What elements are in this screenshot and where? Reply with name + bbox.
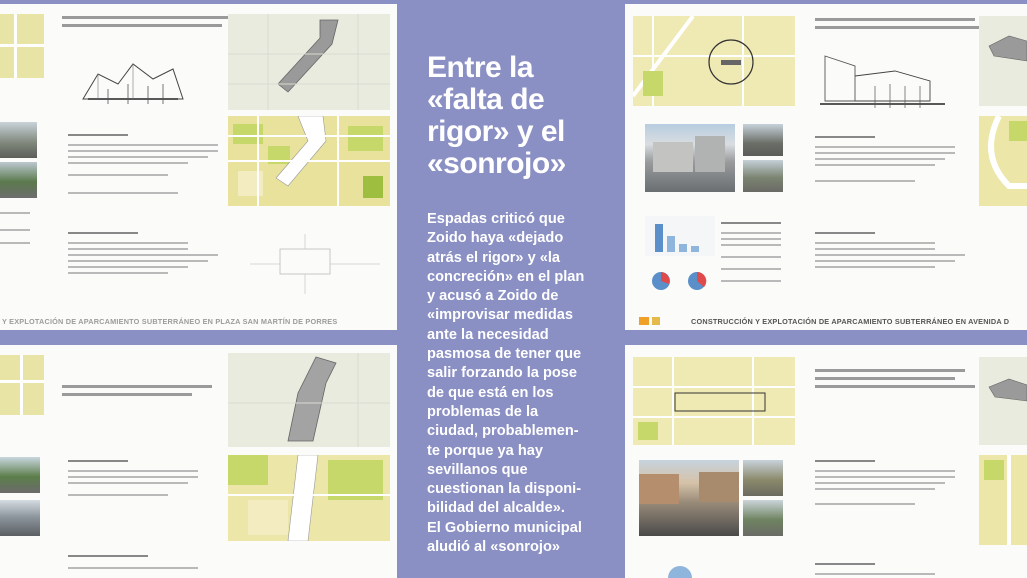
section-heading — [815, 232, 875, 234]
body-line: bilidad del alcalde». — [427, 500, 565, 517]
text-line — [815, 180, 915, 182]
text-line — [68, 476, 198, 478]
body-line: atrás el rigor» y «la — [427, 249, 561, 266]
site-photo — [743, 460, 783, 496]
text-line — [68, 260, 208, 262]
zoning-map — [228, 455, 390, 541]
article-body — [427, 210, 617, 557]
zoning-map — [979, 116, 1027, 206]
pie-graphics — [651, 270, 731, 292]
logo-icon — [639, 317, 649, 325]
headline-line: «falta de — [427, 83, 545, 116]
body-line: ciudad, probablemen- — [427, 423, 579, 440]
text-line — [68, 162, 188, 164]
site-photo — [639, 460, 739, 536]
section-heading — [68, 460, 128, 462]
section-heading — [815, 563, 875, 565]
sheet-top-right — [625, 4, 1027, 330]
headline-line: «sonrojo» — [427, 147, 566, 180]
headline — [427, 52, 617, 180]
sheet-bottom-left — [0, 345, 397, 578]
text-line — [68, 494, 168, 496]
text-line — [68, 150, 218, 152]
text-line — [68, 144, 218, 146]
text-line — [815, 164, 935, 166]
text-line — [68, 174, 168, 176]
zoning-map — [979, 455, 1027, 545]
text-line — [68, 254, 218, 256]
site-photo — [0, 162, 37, 198]
body-line: El Gobierno municipal — [427, 519, 582, 536]
sheet-title — [62, 16, 242, 19]
sheet-subtitle — [62, 24, 222, 27]
sheet-subtitle — [815, 26, 985, 29]
body-line: cuestionan la disponi- — [427, 481, 582, 498]
headline-line: rigor» y el — [427, 115, 565, 148]
headline-line: Entre la — [427, 51, 534, 84]
text-line — [815, 254, 965, 256]
text-line — [68, 470, 198, 472]
text-line — [68, 248, 188, 250]
site-photo — [0, 457, 40, 493]
body-line: aludió al «sonrojo» — [427, 539, 560, 556]
site-plan — [228, 353, 390, 447]
text-line — [0, 229, 30, 231]
sheet-subtitle — [62, 393, 192, 396]
body-line: salir forzando la pose — [427, 365, 578, 382]
body-line: sevillanos que — [427, 461, 528, 478]
site-plan — [228, 14, 390, 110]
site-photo — [0, 122, 37, 158]
site-photo — [743, 500, 783, 536]
site-plan — [979, 357, 1027, 445]
text-line — [815, 152, 955, 154]
text-line — [721, 256, 781, 258]
body-line: te porque ya hay — [427, 442, 543, 459]
text-line — [815, 266, 935, 268]
text-line — [815, 573, 935, 575]
text-line — [815, 488, 935, 490]
pie-graphics — [665, 563, 695, 578]
sheet-title — [815, 369, 965, 372]
section-heading — [68, 232, 138, 234]
sheet-title — [62, 385, 212, 388]
body-line: Zoido haya «dejado — [427, 230, 564, 247]
text-line — [815, 476, 955, 478]
text-line — [815, 260, 955, 262]
text-line — [721, 244, 781, 246]
body-line: Espadas criticó que — [427, 211, 565, 227]
text-line — [68, 266, 188, 268]
site-photo — [743, 124, 783, 156]
text-line — [815, 158, 945, 160]
body-line: ante la necesidad — [427, 326, 549, 343]
site-photo — [0, 500, 40, 536]
site-photo — [743, 160, 783, 192]
text-line — [721, 238, 781, 240]
text-line — [721, 268, 781, 270]
section-heading — [815, 136, 875, 138]
detail-drawing — [250, 234, 380, 294]
text-line — [68, 242, 188, 244]
text-line — [815, 146, 955, 148]
site-plan — [979, 16, 1027, 106]
location-map — [633, 357, 795, 445]
text-line — [815, 482, 945, 484]
location-map — [0, 14, 44, 78]
article-column — [397, 0, 625, 578]
bar-graphic — [645, 216, 715, 256]
text-line — [68, 192, 178, 194]
zoning-map — [228, 116, 390, 206]
text-line — [815, 470, 955, 472]
text-line — [68, 567, 198, 569]
text-line — [0, 242, 30, 244]
location-map — [633, 16, 795, 106]
sheet-title — [815, 18, 975, 21]
text-line — [815, 248, 935, 250]
text-line — [721, 232, 781, 234]
body-line: y acusó a Zoido de — [427, 288, 559, 305]
section-heading — [68, 555, 148, 557]
text-line — [815, 242, 935, 244]
section-drawing — [78, 44, 188, 114]
body-line: de que está en los — [427, 384, 554, 401]
body-line: pasmosa de tener que — [427, 346, 582, 363]
body-line: concreción» en el plan — [427, 268, 585, 285]
section-drawing — [815, 46, 950, 116]
text-line — [68, 272, 168, 274]
sheet-footer: Y EXPLOTACIÓN DE APARCAMIENTO SUBTERRÁNEO EN PLAZA SAN MARTÍN DE PORRES — [2, 317, 338, 326]
sheet-subtitle — [815, 385, 975, 388]
sheet-footer: CONSTRUCCIÓN Y EXPLOTACIÓN DE APARCAMIENTO SUBTERRÁNEO EN AVENIDA D — [691, 317, 1010, 326]
sheet-subtitle — [815, 377, 955, 380]
sheet-top-left — [0, 4, 397, 330]
body-line: «improvisar medidas — [427, 307, 574, 324]
text-line — [721, 280, 781, 282]
section-heading — [815, 460, 875, 462]
body-line: problemas de la — [427, 403, 539, 420]
text-line — [68, 156, 208, 158]
section-heading — [721, 222, 781, 224]
location-map — [0, 355, 44, 415]
logo-icon — [652, 317, 660, 325]
text-line — [68, 482, 188, 484]
section-heading — [68, 134, 128, 136]
text-line — [815, 503, 915, 505]
sheet-bottom-right — [625, 345, 1027, 578]
text-line — [0, 212, 30, 214]
site-photo — [645, 124, 735, 192]
